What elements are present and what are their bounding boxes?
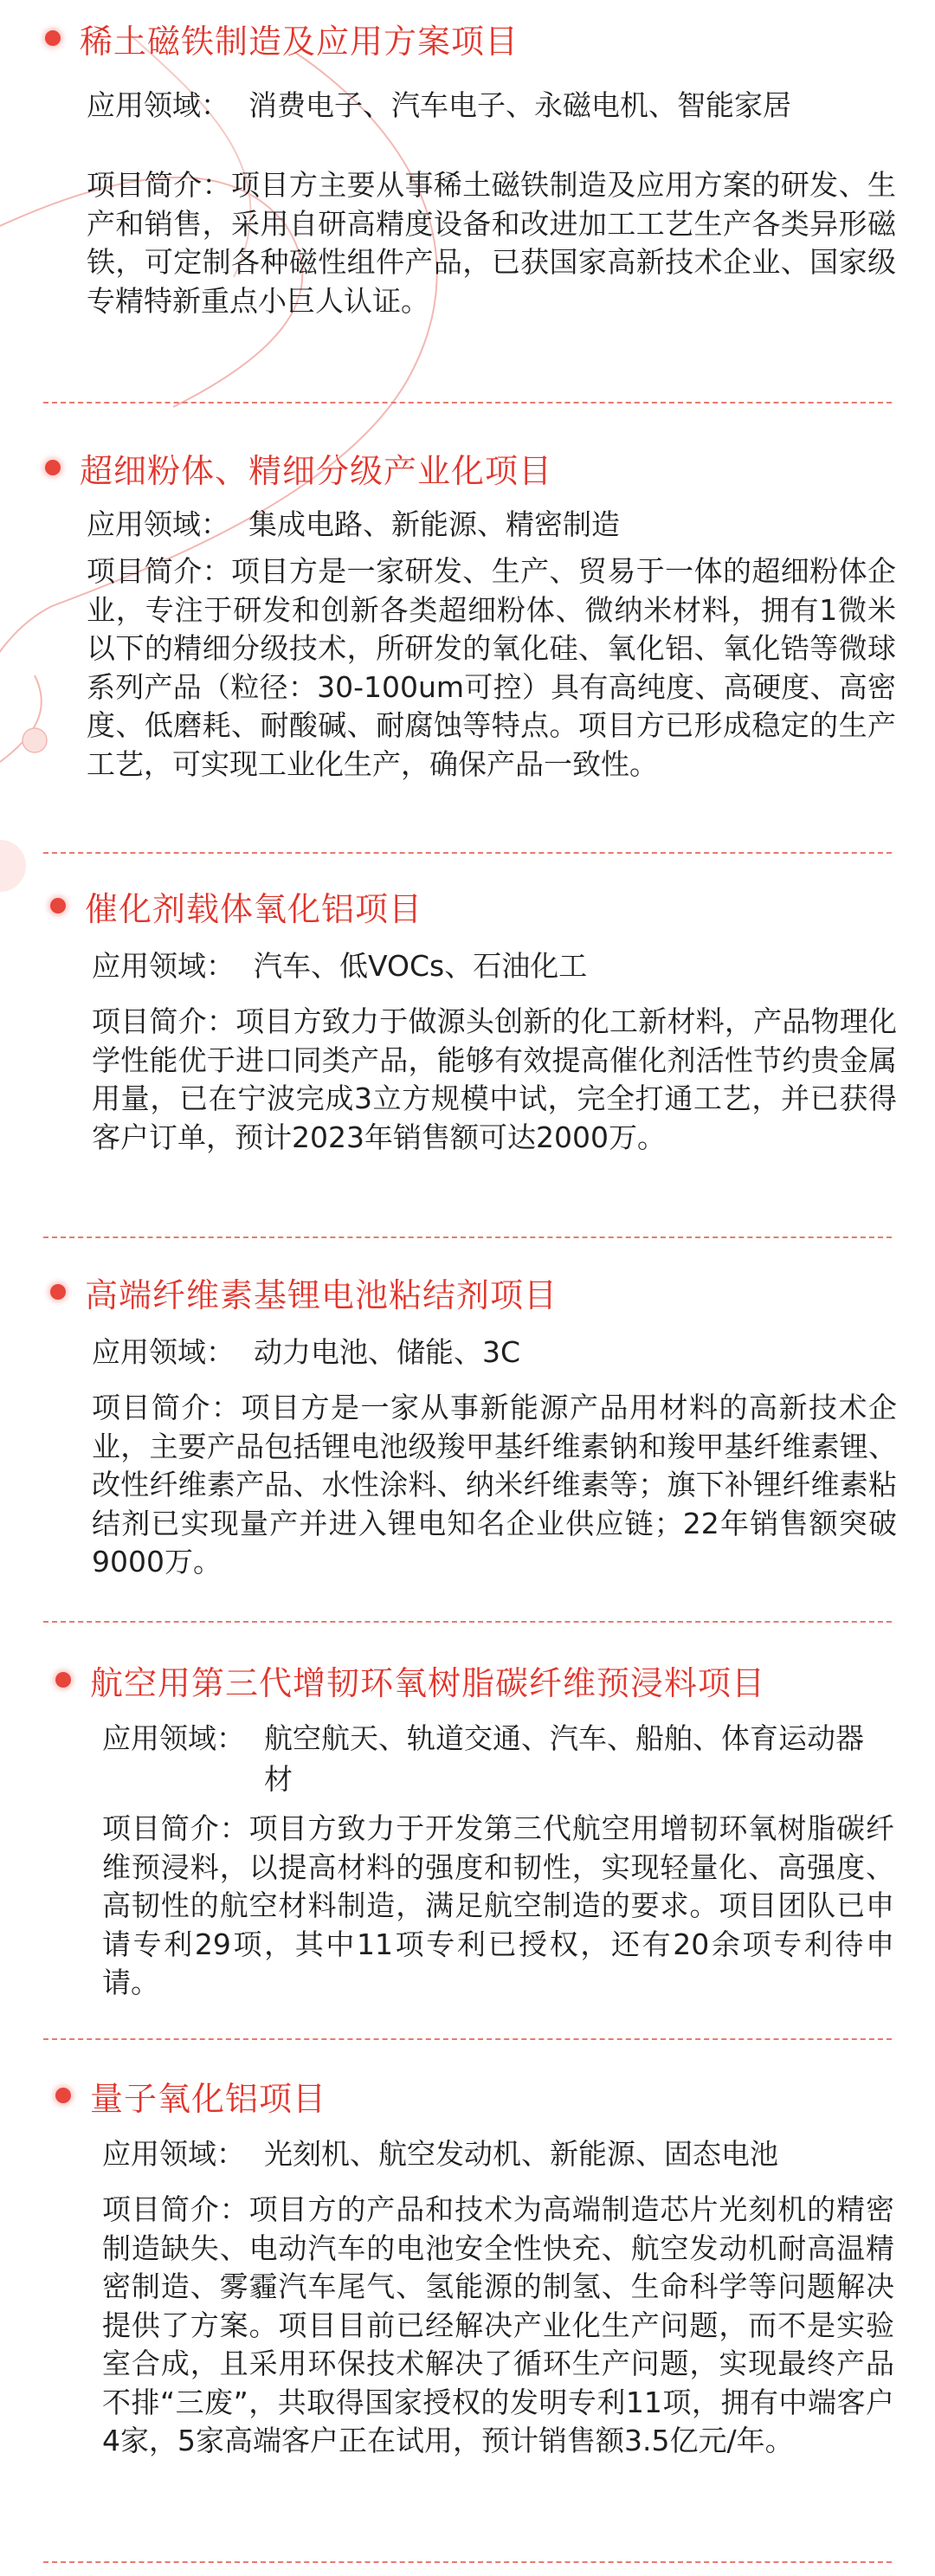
field-label: 应用领域： <box>87 507 229 541</box>
field-value: 消费电子、汽车电子、永磁电机、智能家居 <box>248 88 791 122</box>
project-intro: 项目简介：项目方是一家从事新能源产品用材料的高新技术企业，主要产品包括锂电池级羧甲基纤维素钠和羧甲基纤维素锂、改性纤维素产品、水性涂料、纳米纤维素等；旗下补锂纤维素粘结剂已实现量产并进入锂电知名企业供应链；22年销售额突破9000万。 <box>92 1391 897 1579</box>
section-divider <box>43 402 892 404</box>
project-title: 高端纤维素基锂电池粘结剂项目 <box>85 1275 558 1314</box>
section-divider <box>43 852 892 854</box>
bullet-dot-icon <box>45 30 61 46</box>
field-value: 航空航天、轨道交通、汽车、船舶、体育运动器材 <box>264 1721 864 1796</box>
project-intro: 项目简介：项目方致力于做源头创新的化工新材料，产品物理化学性能优于进口同类产品，能够有效提高催化剂活性节约贵金属用量，已在宁波完成3立方规模中试，完全打通工艺，并已获得客户订单，预计2023年销售额可达2000万。 <box>92 1004 897 1154</box>
field-label: 应用领域： <box>102 2137 245 2171</box>
field-value: 动力电池、储能、3C <box>254 1335 521 1369</box>
bullet-dot-icon <box>55 2088 71 2103</box>
project-intro: 项目简介：项目方主要从事稀土磁铁制造及应用方案的研发、生产和销售，采用自研高精度设备和改进加工工艺生产各类异形磁铁，可定制各种磁性组件产品，已获国家高新技术企业、国家级专精特新重点小巨人认证。 <box>87 168 896 318</box>
section-divider <box>43 2561 892 2563</box>
application-field <box>87 504 866 545</box>
bullet-dot-icon <box>50 898 66 914</box>
field-value: 集成电路、新能源、精密制造 <box>248 507 620 541</box>
field-value: 光刻机、航空发动机、新能源、固态电池 <box>264 2137 778 2171</box>
project-title: 稀土磁铁制造及应用方案项目 <box>80 22 519 61</box>
field-value: 汽车、低VOCs、石油化工 <box>254 949 588 983</box>
project-title-row <box>45 442 552 494</box>
project-title-row <box>55 1654 765 1706</box>
field-label: 应用领域： <box>92 1335 235 1369</box>
field-label: 应用领域： <box>92 949 235 983</box>
project-title: 超细粉体、精细分级产业化项目 <box>80 451 553 490</box>
application-field <box>92 946 871 986</box>
project-title: 量子氧化铝项目 <box>90 2079 327 2118</box>
bullet-dot-icon <box>45 460 61 475</box>
section-divider <box>43 2038 892 2040</box>
project-title-row <box>45 12 519 64</box>
application-field <box>102 2134 881 2174</box>
application-field <box>102 1718 864 1799</box>
application-field <box>92 1332 871 1372</box>
bullet-dot-icon <box>55 1672 71 1688</box>
application-field <box>87 85 831 126</box>
project-title: 催化剂载体氧化铝项目 <box>85 889 423 928</box>
project-intro: 项目简介：项目方是一家研发、生产、贸易于一体的超细粉体企业，专注于研发和创新各类超细粉体、微纳米材料，拥有1微米以下的精细分级技术，所研发的氧化硅、氧化铝、氧化锆等微球系列产品（粒径：30-100um可控）具有高纯度、高硬度、高密度、低磨耗、耐酸碱、耐腐蚀等特点。项目方已形成稳定的生产工艺，可实现工业化生产，确保产品一致性。 <box>87 554 896 781</box>
section-divider <box>43 1621 892 1623</box>
section-divider <box>43 1236 892 1238</box>
project-title-row <box>50 1266 558 1318</box>
field-label: 应用领域： <box>87 88 229 122</box>
project-intro: 项目简介：项目方致力于开发第三代航空用增韧环氧树脂碳纤维预浸料，以提高材料的强度和韧性，实现轻量化、高强度、高韧性的航空材料制造，满足航空制造的要求。项目团队已申请专利29项，其中11项专利已授权，还有20余项专利待申请。 <box>102 1811 894 1999</box>
project-title: 航空用第三代增韧环氧树脂碳纤维预浸料项目 <box>90 1663 766 1702</box>
project-title-row <box>50 880 422 932</box>
project-intro: 项目简介：项目方的产品和技术为高端制造芯片光刻机的精密制造缺失、电动汽车的电池安全性快充、航空发动机耐高温精密制造、雾霾汽车尾气、氢能源的制氢、生命科学等问题解决提供了方案。项目目前已经解决产业化生产问题，而不是实验室合成，且采用环保技术解决了循环生产问题，实现最终产品不排“三废”，共取得国家授权的发明专利11项，拥有中端客户4家，5家高端客户正在试用，预计销售额3.5亿元/年。 <box>102 2192 894 2457</box>
field-label: 应用领域： <box>102 1721 245 1755</box>
bullet-dot-icon <box>50 1284 66 1300</box>
project-title-row <box>55 2069 326 2121</box>
